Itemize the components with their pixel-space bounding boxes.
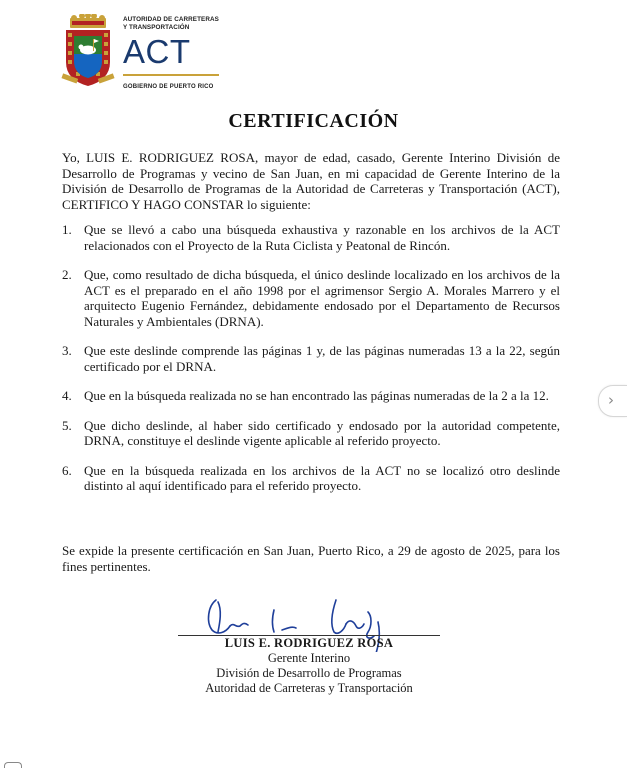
government-name: GOBIERNO DE PUERTO RICO [123, 84, 214, 90]
signature-block [178, 592, 440, 702]
item-number: 6. [62, 462, 72, 478]
certification-items [62, 222, 560, 494]
item-text: Que en la búsqueda realizada no se han encontrado las páginas numeradas de la 2 a la 12. [84, 388, 549, 403]
list-item [62, 222, 560, 253]
letterhead [60, 14, 260, 96]
chevron-right-icon: › [608, 391, 614, 409]
act-logo-text: ACT [123, 33, 191, 70]
item-number: 2. [62, 267, 72, 282]
document-title: CERTIFICACIÓN [228, 110, 399, 132]
item-text: Que dicho deslinde, al haber sido certificado y endosado por la autoridad competente, DRNA, constituye el deslinde vigente aplicable al referido proyecto. [84, 417, 560, 448]
list-item [62, 463, 560, 494]
signer-agency: Autoridad de Carreteras y Transportación [205, 681, 413, 695]
item-number: 1. [62, 222, 72, 237]
item-text: Que se llevó a cabo una búsqueda exhaustiva y razonable en los archivos de la ACT relacionados con el Proyecto de la Ruta Ciclista y Peatonal de Rincón. [84, 222, 560, 253]
list-item [62, 418, 560, 449]
list-item [62, 388, 560, 404]
next-page-button[interactable] [598, 385, 627, 417]
puerto-rico-seal-icon [60, 14, 116, 88]
closing-paragraph: Se expide la presente certificación en San Juan, Puerto Rico, a 29 de agosto de 2025, para los fines pertinentes. [62, 543, 560, 574]
intro-paragraph: Yo, LUIS E. RODRIGUEZ ROSA, mayor de edad, casado, Gerente Interino División de Desarrollo de Programas y vecino de San Juan, en mi capacidad de Gerente Interino de la División de Desarrollo de Programas de la Autoridad de Carreteras y Transportación (ACT), CERTIFICO Y HAGO CONSTAR lo siguiente: [62, 150, 560, 212]
signer-name: LUIS E. RODRIGUEZ ROSA [224, 636, 394, 650]
agency-name-line1: AUTORIDAD DE CARRETERAS [123, 16, 219, 23]
item-text: Que este deslinde comprende las páginas 1 y, de las páginas numeradas 13 a la 22, según certificado por el DRNA. [84, 343, 560, 374]
logo-divider [123, 74, 219, 76]
item-text: Que, como resultado de dicha búsqueda, el único deslinde localizado en los archivos de la ACT es el preparado en el año 1998 por el agrimensor Sergio A. Morales Marrero y el arquitecto Eugenio Fernández, debidamente endosado por el Departamento de Recursos Naturales y Ambientales (DRNA). [84, 267, 560, 329]
list-item [62, 343, 560, 374]
agency-name-line2: Y TRANSPORTACIÓN [123, 24, 190, 31]
list-item [62, 267, 560, 329]
signer-role: Gerente Interino [267, 651, 351, 665]
item-text: Que en la búsqueda realizada en los archivos de la ACT no se localizó otro deslinde distinto al aquí identificado para el referido proyecto. [84, 462, 560, 493]
item-number: 5. [62, 417, 72, 433]
item-number: 4. [62, 388, 72, 403]
item-number: 3. [62, 343, 72, 358]
agency-name [123, 16, 219, 32]
corner-indicator [4, 762, 22, 768]
signer-division: División de Desarrollo de Programas [216, 666, 402, 680]
